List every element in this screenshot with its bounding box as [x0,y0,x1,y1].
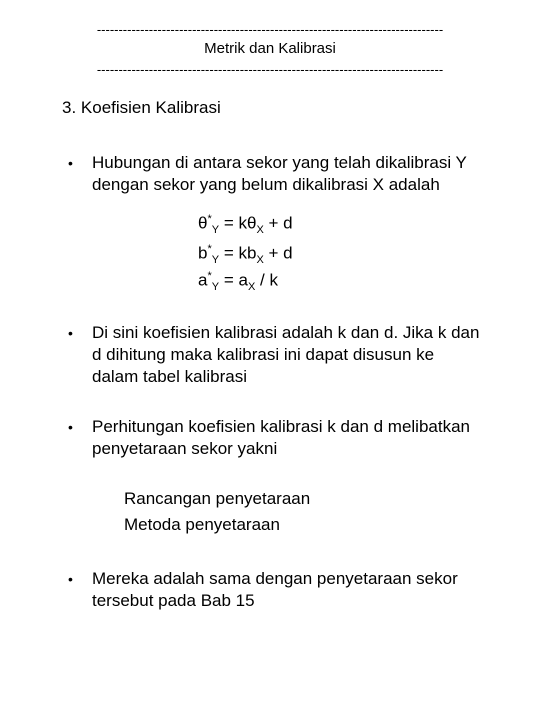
section-title: 3. Koefisien Kalibrasi [62,98,221,117]
formula-term: = kθ [219,213,257,233]
formula-a [198,270,278,293]
formula-sub: X [256,224,264,237]
subitem-rancangan: Rancangan penyetaraan [124,489,311,508]
bullet-marker: • [68,155,73,171]
formula-term: / k [255,270,278,290]
bullet-line: dengan sekor yang belum dikalibrasi X adalah [92,175,440,194]
formula-term: b [198,243,208,263]
header-title: Metrik dan Kalibrasi [204,40,336,57]
formula-b [198,243,293,266]
bullet-text [92,568,512,612]
formula-theta [198,213,293,236]
formula-sub: Y [211,254,220,267]
subitem-metoda: Metoda penyetaraan [124,515,280,534]
formula-sub: Y [211,281,220,294]
bullet-text [92,322,512,388]
formula-sup: * [207,243,212,255]
bullet-text [92,152,512,196]
formula-sub: X [256,254,264,267]
bullet-line: Di sini koefisien kalibrasi adalah k dan d. Jika k dan [92,323,480,342]
bullet-marker: • [68,571,73,587]
formula-sup: * [207,270,212,282]
bullet-line: Hubungan di antara sekor yang telah dikalibrasi Y [92,153,467,172]
bullet-line: d dihitung maka kalibrasi ini dapat disusun ke [92,345,435,364]
formula-term: + d [263,213,293,233]
header-rule-bottom: -------------------------------------------------------------------------------- [96,62,444,77]
formula-term: θ [198,213,208,233]
header-rule-top: -------------------------------------------------------------------------------- [96,22,444,37]
bullet-line: tersebut pada Bab 15 [92,591,255,610]
formula-term: = kb [219,243,257,263]
bullet-marker: • [68,325,73,341]
bullet-line: Mereka adalah sama dengan penyetaraan sekor [92,569,458,588]
bullet-marker: • [68,419,73,435]
formula-term: a [198,270,208,290]
bullet-text [92,416,512,460]
formula-sup: * [207,213,212,225]
bullet-line: Perhitungan koefisien kalibrasi k dan d melibatkan [92,417,471,436]
formula-sub: Y [211,224,220,237]
formula-term: + d [263,243,293,263]
formula-term: = a [219,270,248,290]
bullet-line: dalam tabel kalibrasi [92,367,247,386]
formula-sub: X [247,281,256,294]
bullet-line: penyetaraan sekor yakni [92,439,278,458]
